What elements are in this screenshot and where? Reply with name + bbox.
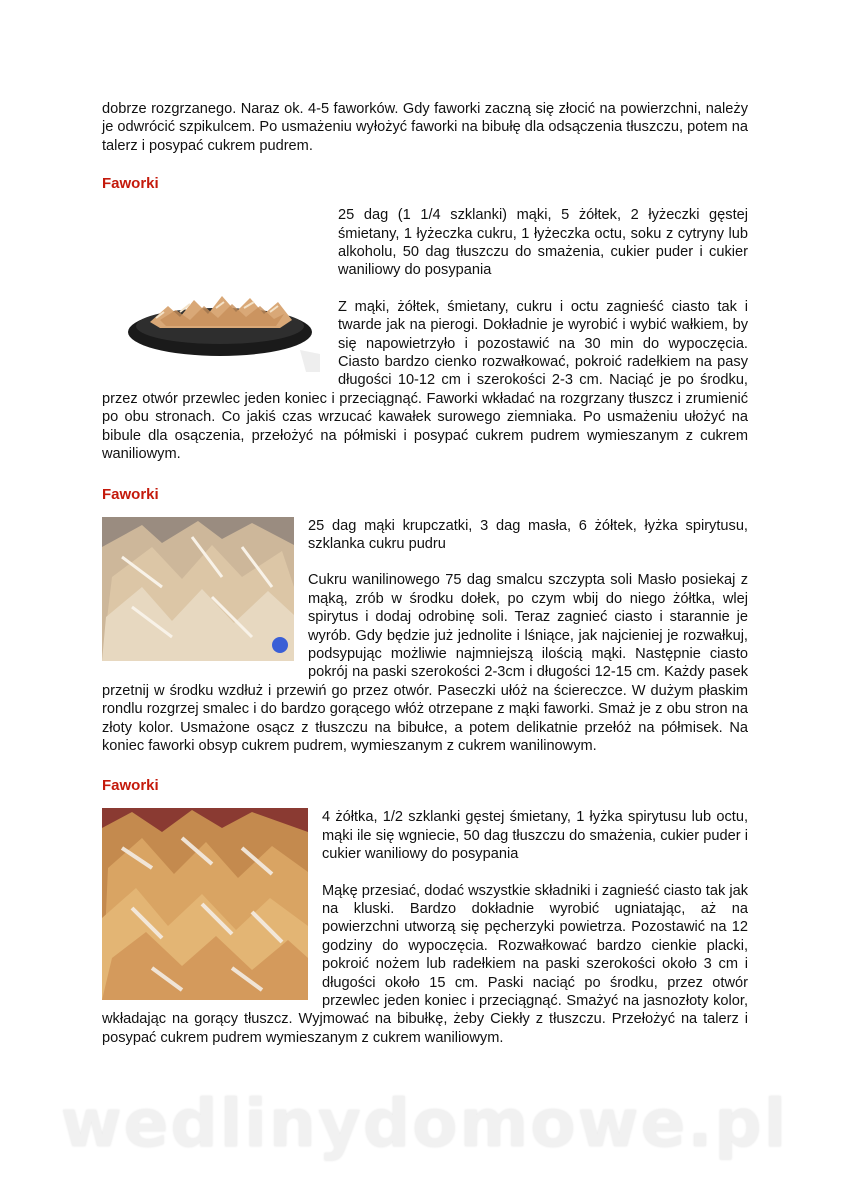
recipe-title: Faworki [102, 777, 159, 795]
recipe-1 [102, 175, 748, 463]
ingredients-text: 25 dag (1 1/4 szklanki) mąki, 5 żółtek, 2 łyżeczki gęstej śmietany, 1 łyżeczka cukru, 1 łyżeczka octu, soku z cytryny lub alkoholu, 50 dag tłuszczu do smażenia, cukier puder i cukier waniliowy do posypania [338, 207, 748, 279]
recipe-title: Faworki [102, 485, 159, 503]
site-watermark: wedlinydomowe.pl [60, 1085, 789, 1162]
method-text: Z mąki, żółtek, śmietany, cukru i octu zagnieść ciasto tak i twarde jak na pierogi. Dokładnie je wyrobić i wybić wałkiem, by się napowietrzyło i pozostawić na 30 min do wypoczęcia. Ciasto bardzo cienko rozwałkować, pokroić radełkiem na pasy długości 10-12 cm i szerokości 2-3 cm. Naciąć je po środku, przez otwór przewlec jeden koniec i przeciągnąć. Faworki wkładać na rozgrzany tłuszcz i zrumienić po obu stronach. Co jakiś czas wrzucać kawałek surowego ziemniaka. Po usmażeniu ułożyć na bibule dla osączenia, przełożyć na półmiski i posypać cukrem pudrem wymieszanym z cukrem waniliowym. [102, 298, 748, 463]
recipe-title: Faworki [102, 175, 159, 193]
ingredients-text: 4 żółtka, 1/2 szklanki gęstej śmietany, 1 łyżka spirytusu lub octu, mąki ile się wgniecie, 50 dag tłuszczu do smażenia, cukier puder i cukier waniliowy do posypania [322, 809, 748, 863]
recipe-3 [102, 777, 748, 1047]
method-text: Mąkę przesiać, dodać wszystkie składniki i zagnieść ciasto tak jak na kluski. Bardzo dokładnie wyrobić ugniatając, aż na powierzchni utworzą się pęcherzyki powietrza. Pozostawić na 12 godziny do wypoczęcia. Rozwałkować bardzo cienkie placki, pokroić nożem lub radełkiem na paski szerokości około 3 cm i długości około 15 cm. Paski naciąć po środku, przez otwór przewlec jeden koniec i przeciągnąć. Smażyć na jasnozłoty kolor, wkładając na gorący tłuszcz. Wyjmować na bibułkę, żeby Ciekły z tłuszczu. Przełożyć na talerz i posypać cukrem pudrem wymieszanym z cukrem waniliowym. [102, 882, 748, 1046]
faworki-pile-photo [102, 517, 294, 661]
intro-paragraph: dobrze rozgrzanego. Naraz ok. 4-5 faworków. Gdy faworki zaczną się złocić na powierzchni, należy je odwrócić szpikulcem. Po usmażeniu wyłożyć faworki na bibułę dla odsączenia tłuszczu, potem na talerz i posypać cukrem pudrem. [102, 101, 748, 154]
faworki-plate-photo [120, 222, 322, 372]
method-text: Cukru wanilinowego 75 dag smalcu szczypta soli Masło posiekaj z mąką, zrób w środku dołek, po czym wbij do niego żółtka, wlej spirytus i dodaj odrobinę soli. Teraz zagnieć ciasto i starannie je wyrób. Gdy będzie już jednolite i lśniące, jak najcieniej je rozwałkuj, podsypując możliwie najmniejszą ilością mąki. Następnie ciasto pokrój na paski szerokości 2-3cm i długości 12-15 cm. Każdy pasek przetnij w środku wzdłuż i przewiń go przez otwór. Paseczki ułóż na ściereczce. W dużym płaskim rondlu rozgrzej smalec i do bardzo gorącego włóż otrzepane z mąki faworki. Smaż je z obu stron na złoty kolor. Usmażone osącz z tłuszczu na bibułce, a potem delikatnie przełóż na półmisek. Na koniec faworki obsyp cukrem pudrem, wymieszanym z cukrem wanilinowym. [102, 572, 748, 754]
faworki-close-up-photo [102, 808, 308, 1000]
recipe-2 [102, 486, 748, 756]
ingredients-text: 25 dag mąki krupczatki, 3 dag masła, 6 żółtek, łyżka spirytusu, szklanka cukru pudru [308, 517, 748, 552]
document-page [102, 100, 748, 1069]
